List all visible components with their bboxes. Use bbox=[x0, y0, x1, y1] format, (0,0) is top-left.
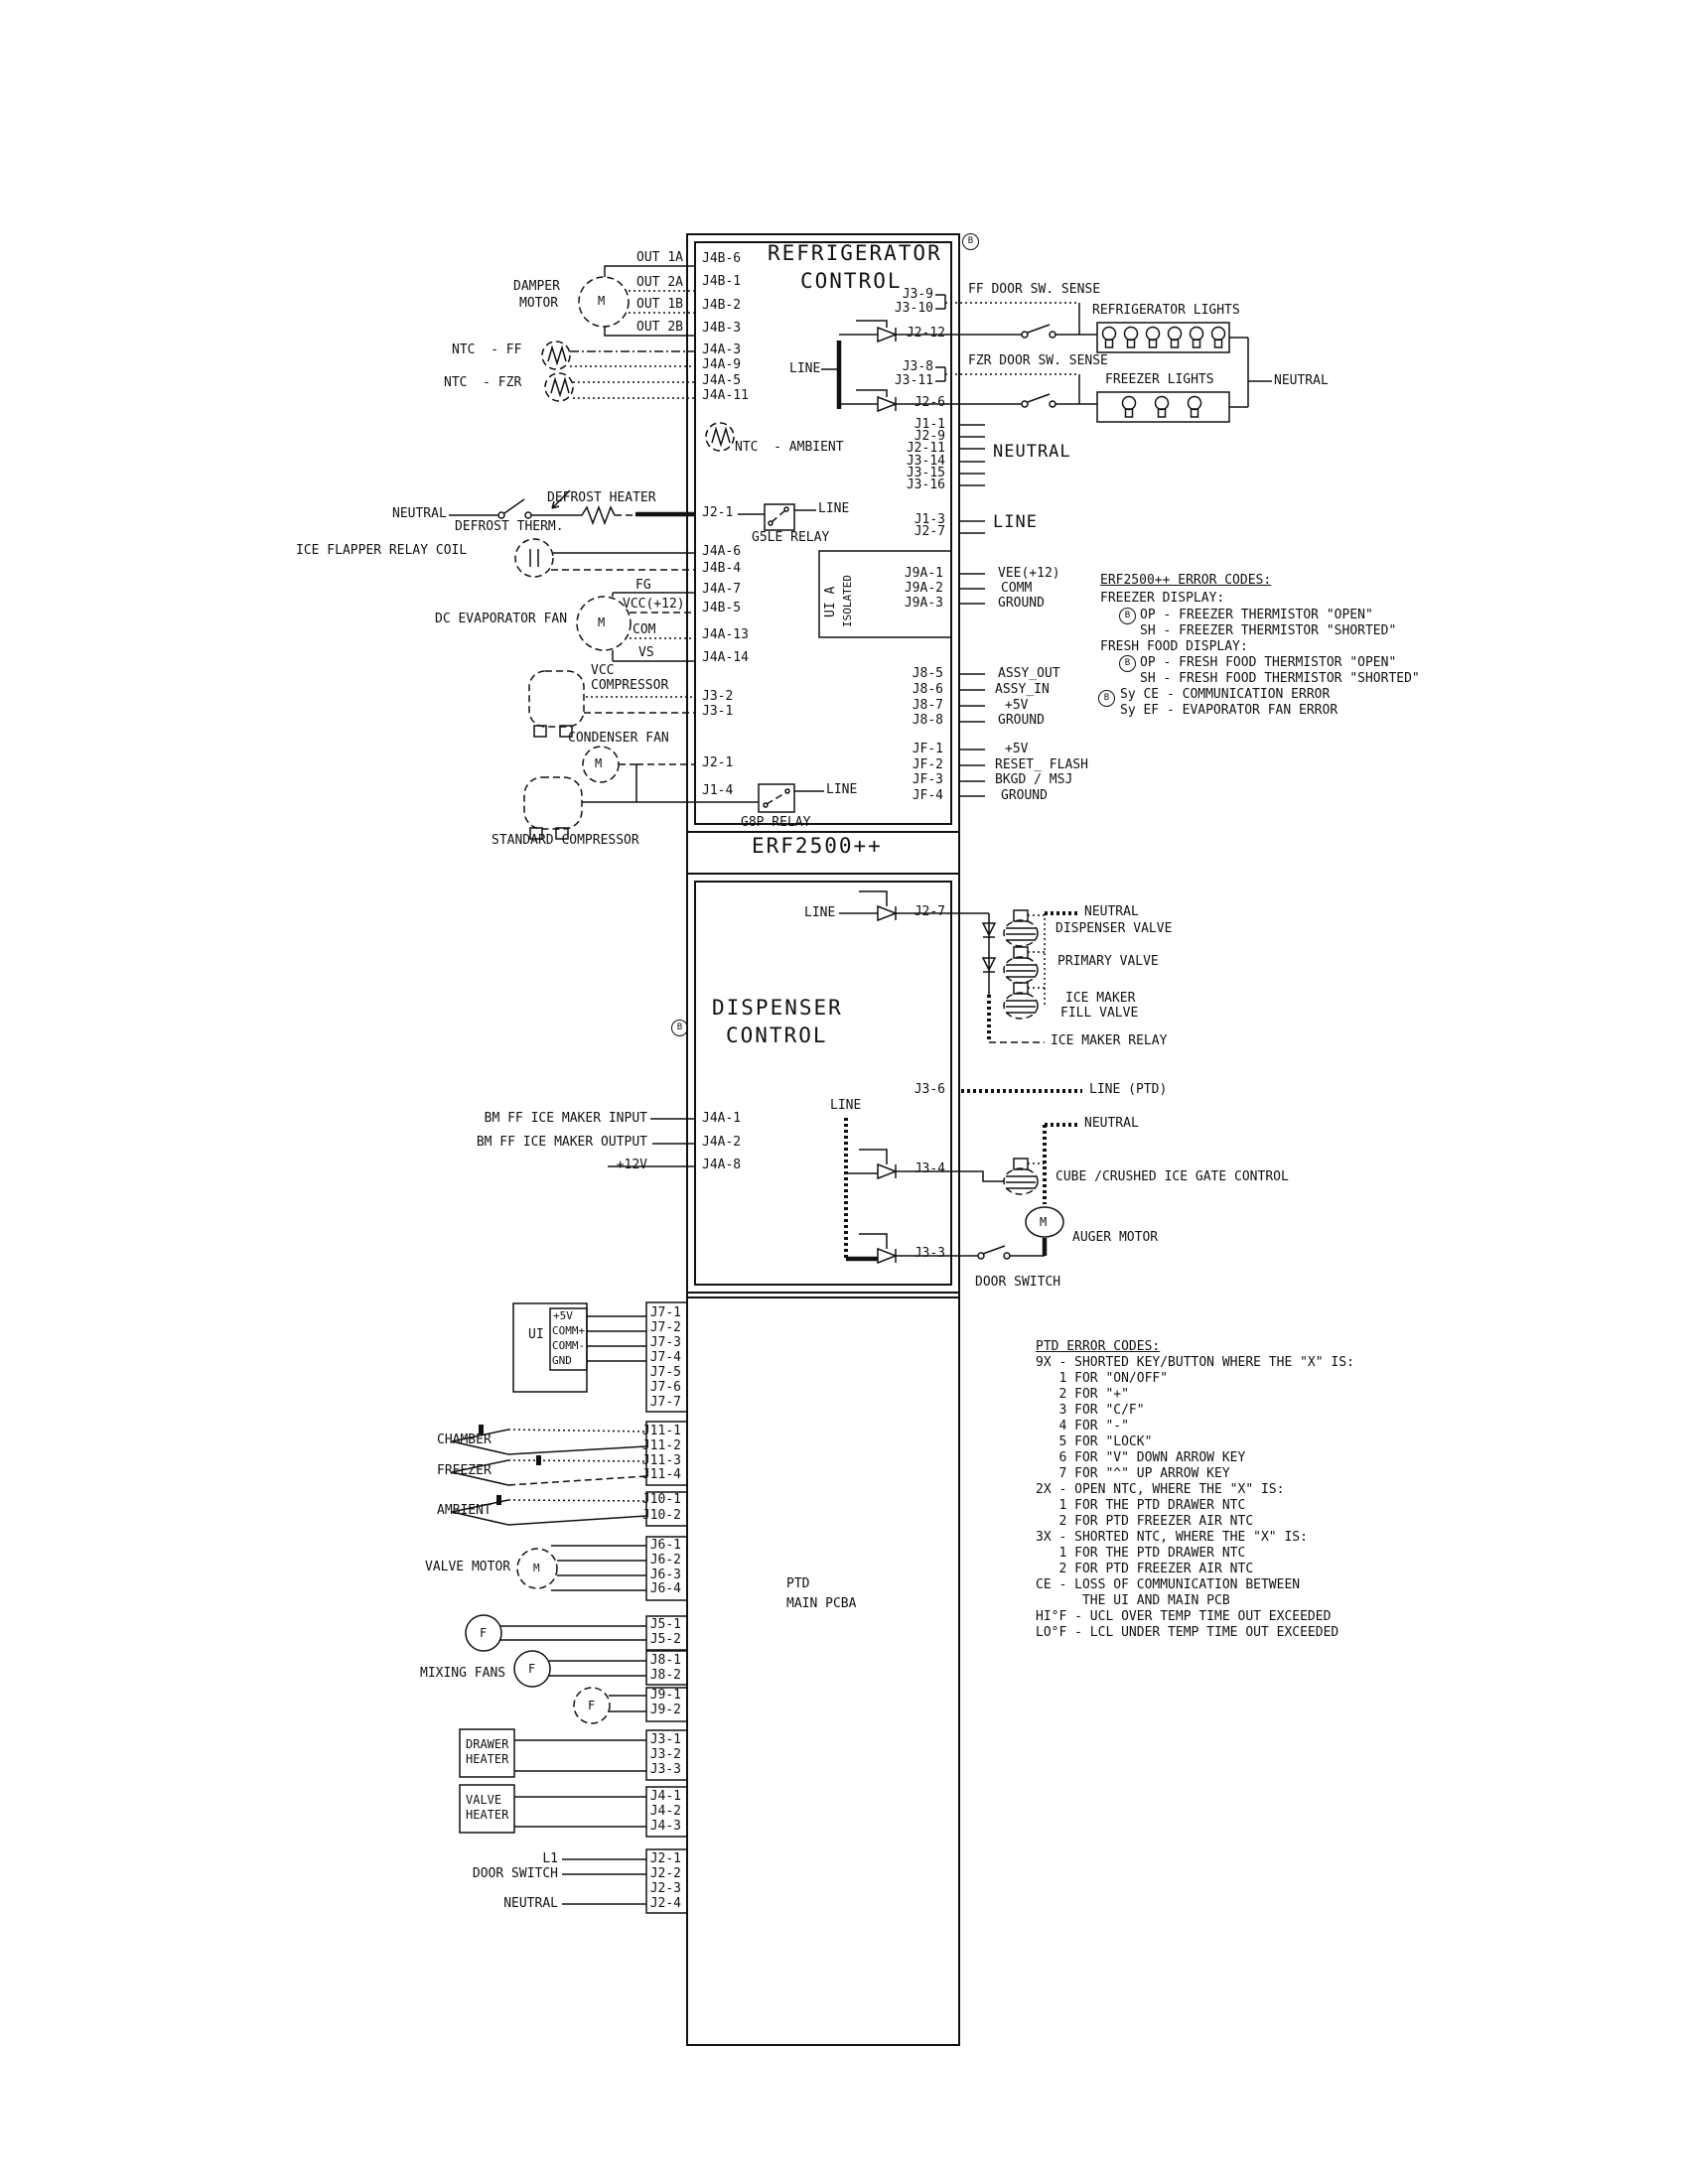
sig-label-vee: VEE(+12) bbox=[998, 566, 1060, 581]
sig-label: COMM- bbox=[552, 1339, 586, 1352]
dispenser-line-rail bbox=[846, 1118, 959, 1263]
vcc-compressor-label: COMPRESSOR bbox=[591, 678, 669, 693]
pin-label: J4A-8 bbox=[702, 1158, 742, 1172]
pin-label: J4B-2 bbox=[702, 298, 742, 313]
ntc-ff-label: NTC - FF bbox=[452, 342, 522, 357]
ptd-code-line: 2 FOR "+" bbox=[1036, 1387, 1129, 1402]
erf-code-line: Sy EF - EVAPORATOR FAN ERROR bbox=[1120, 703, 1338, 718]
auger-motor-label: AUGER MOTOR bbox=[1072, 1230, 1159, 1245]
ptd-code-line: 2 FOR PTD FREEZER AIR NTC bbox=[1036, 1514, 1254, 1529]
pin-label: J4A-3 bbox=[702, 342, 742, 357]
chamber-label: CHAMBER bbox=[437, 1433, 492, 1447]
wire-label-vcc12: VCC(+12) bbox=[623, 597, 685, 612]
ptd-code-line: 1 FOR THE PTD DRAWER NTC bbox=[1036, 1498, 1246, 1513]
pin-label: J1-3 bbox=[914, 512, 945, 527]
ptd-name-1: PTD bbox=[786, 1576, 810, 1591]
pin-label: J2-9 bbox=[914, 429, 945, 444]
ptd-code-line: LO°F - LCL UNDER TEMP TIME OUT EXCEEDED bbox=[1036, 1625, 1339, 1640]
g5le-relay-label: G5LE RELAY bbox=[752, 530, 830, 545]
freezer-lights-icon bbox=[1097, 392, 1248, 422]
pin-label: J2-1 bbox=[702, 505, 734, 520]
pin-label: J7-7 bbox=[649, 1395, 681, 1410]
ptd-code-line: THE UI AND MAIN PCB bbox=[1036, 1593, 1230, 1608]
fan-f: F bbox=[588, 1699, 596, 1712]
pin-label: JF-3 bbox=[912, 772, 943, 787]
erf-marker: B bbox=[1098, 690, 1115, 707]
pin-label: J2-6 bbox=[914, 395, 945, 410]
sig-label: ASSY_IN bbox=[995, 682, 1050, 697]
ptd-code-line: 2X - OPEN NTC, WHERE THE "X" IS: bbox=[1036, 1482, 1285, 1497]
refrigerator-light-switch bbox=[959, 325, 1097, 338]
dispenser-door-switch bbox=[959, 1246, 1045, 1259]
pin-label: J9-1 bbox=[649, 1688, 681, 1703]
pin-label: J2-12 bbox=[906, 326, 945, 341]
g8p-line-label: LINE bbox=[826, 782, 858, 797]
ice-maker-label-2: FILL VALVE bbox=[1060, 1006, 1139, 1021]
erf-codes-title: ERF2500++ ERROR CODES: bbox=[1100, 573, 1272, 588]
ptd-door-switch-label: DOOR SWITCH bbox=[472, 1866, 558, 1881]
ui-a-label: UI A bbox=[823, 586, 838, 617]
pin-label: J2-2 bbox=[649, 1866, 681, 1881]
damper-m: M bbox=[598, 294, 606, 308]
rc-marker: B bbox=[962, 233, 979, 250]
fzr-door-sense-wire bbox=[935, 367, 1079, 404]
plus12v-label: +12V bbox=[616, 1158, 647, 1172]
pin-label: J10-1 bbox=[641, 1492, 681, 1507]
pin-label: J3-2 bbox=[702, 689, 734, 704]
ptd-code-line: 5 FOR "LOCK" bbox=[1036, 1434, 1153, 1449]
pin-label: J11-3 bbox=[641, 1453, 681, 1468]
mixing-fans-label: MIXING FANS bbox=[420, 1666, 506, 1681]
pin-label: J1-4 bbox=[702, 783, 734, 798]
drawer-heater-label-1: DRAWER bbox=[466, 1737, 509, 1751]
ntc-fzr-label: NTC - FZR bbox=[444, 375, 522, 390]
valve-heater-label-1: VALVE bbox=[466, 1793, 502, 1807]
pin-label: J7-4 bbox=[649, 1350, 681, 1365]
freezer-label: FREEZER bbox=[437, 1463, 492, 1478]
pin-label: J1-1 bbox=[914, 417, 945, 432]
line-ptd-label: LINE (PTD) bbox=[1089, 1082, 1168, 1097]
g5le-line-label: LINE bbox=[818, 501, 850, 516]
pin-label: J4A-14 bbox=[702, 650, 749, 665]
line-bracket-label: LINE bbox=[789, 361, 821, 376]
lights-neutral-label: NEUTRAL bbox=[1274, 373, 1329, 388]
pin-label: J4B-3 bbox=[702, 321, 742, 336]
pin-label: JF-1 bbox=[912, 742, 943, 756]
pin-label: J4A-9 bbox=[702, 357, 742, 372]
pin-label: J7-1 bbox=[649, 1305, 681, 1320]
valves-neutral-label: NEUTRAL bbox=[1084, 904, 1139, 919]
pin-label: J3-9 bbox=[902, 287, 933, 302]
dc-title-1: DISPENSER bbox=[712, 996, 843, 1020]
dc-marker: B bbox=[671, 1020, 688, 1036]
pin-label: J4A-7 bbox=[702, 582, 742, 597]
pin-label: J4A-6 bbox=[702, 544, 742, 559]
ambient-label: AMBIENT bbox=[437, 1503, 492, 1518]
pin-label: J6-4 bbox=[649, 1581, 681, 1596]
g5le-relay-icon bbox=[738, 504, 816, 530]
sig-label: RESET_ FLASH bbox=[995, 757, 1088, 772]
ptd-code-line: 2 FOR PTD FREEZER AIR NTC bbox=[1036, 1562, 1254, 1576]
pin-label: J3-11 bbox=[894, 373, 933, 388]
freezer-lights-label: FREEZER LIGHTS bbox=[1105, 372, 1214, 387]
pin-label: J4-2 bbox=[649, 1804, 681, 1819]
ntc-ambient-icon bbox=[706, 423, 734, 451]
ptd-code-line: 1 FOR THE PTD DRAWER NTC bbox=[1036, 1546, 1246, 1561]
pin-label: J9A-2 bbox=[904, 581, 943, 596]
evap-fan-label: DC EVAPORATOR FAN bbox=[435, 612, 568, 626]
pin-label: J3-1 bbox=[649, 1732, 681, 1747]
sig-label: +5V bbox=[1005, 742, 1029, 756]
pin-label: J3-16 bbox=[906, 478, 945, 492]
pin-label: J2-11 bbox=[906, 441, 945, 456]
pin-label: J9A-1 bbox=[904, 566, 943, 581]
pin-label: J3-2 bbox=[649, 1747, 681, 1762]
pin-label: J4A-13 bbox=[702, 627, 749, 642]
pin-label: J4A-11 bbox=[702, 388, 749, 403]
damper-label-1: DAMPER bbox=[513, 279, 560, 294]
pin-label: J3-3 bbox=[914, 1246, 945, 1261]
icemaker-input-label: BM FF ICE MAKER INPUT bbox=[484, 1111, 647, 1126]
ptd-code-line: CE - LOSS OF COMMUNICATION BETWEEN bbox=[1036, 1577, 1301, 1592]
refrigerator-lights-icon bbox=[1097, 323, 1272, 407]
sig-label: BKGD / MSJ bbox=[995, 772, 1073, 787]
pin-label: J5-2 bbox=[649, 1632, 681, 1647]
sig-label: GND bbox=[552, 1354, 572, 1367]
wire-label-out2b: OUT 2B bbox=[636, 320, 683, 335]
pin-label: J9A-3 bbox=[904, 596, 943, 611]
gate-neutral-label: NEUTRAL bbox=[1084, 1116, 1139, 1131]
condenser-fan-icon bbox=[583, 747, 695, 802]
ptd-code-line: 1 FOR "ON/OFF" bbox=[1036, 1371, 1169, 1386]
ff-door-sense-wire bbox=[935, 295, 1079, 335]
primary-valve-label: PRIMARY VALVE bbox=[1057, 954, 1159, 969]
erf-code-line: SH - FRESH FOOD THERMISTOR "SHORTED" bbox=[1140, 671, 1420, 686]
g8p-relay-icon bbox=[759, 784, 824, 812]
ice-maker-relay-label: ICE MAKER RELAY bbox=[1051, 1033, 1168, 1048]
ptd-code-line: 7 FOR "^" UP ARROW KEY bbox=[1036, 1466, 1230, 1481]
ice-maker-label-1: ICE MAKER bbox=[1065, 991, 1136, 1006]
erf-code-line: OP - FREEZER THERMISTOR "OPEN" bbox=[1140, 608, 1373, 622]
ntc-ff-icon bbox=[542, 341, 695, 369]
wire-label-out1a: OUT 1A bbox=[636, 250, 683, 265]
board-name-erf2500: ERF2500++ bbox=[752, 834, 883, 858]
pin-label: J5-1 bbox=[649, 1617, 681, 1632]
ptd-code-line: 6 FOR "V" DOWN ARROW KEY bbox=[1036, 1450, 1246, 1465]
erf-code-line: FREEZER DISPLAY: bbox=[1100, 591, 1225, 606]
pin-label: J4A-2 bbox=[702, 1135, 742, 1150]
erf-code-line: SH - FREEZER THERMISTOR "SHORTED" bbox=[1140, 623, 1397, 638]
ntc-fzr-icon bbox=[545, 373, 695, 401]
valve-motor-m: M bbox=[533, 1562, 540, 1574]
pin-label: J4B-4 bbox=[702, 561, 742, 576]
erf-code-line: Sy CE - COMMUNICATION ERROR bbox=[1120, 687, 1331, 702]
vcc-label: VCC bbox=[591, 663, 615, 678]
erf-code-line: OP - FRESH FOOD THERMISTOR "OPEN" bbox=[1140, 655, 1397, 670]
dispenser-valve-label: DISPENSER VALVE bbox=[1055, 921, 1173, 936]
sig-label: GROUND bbox=[1001, 788, 1048, 803]
pin-label: J11-4 bbox=[641, 1467, 681, 1482]
wire-label-fg: FG bbox=[635, 578, 651, 593]
ntc-ambient-label: NTC - AMBIENT bbox=[735, 440, 844, 455]
pin-label: J4-1 bbox=[649, 1789, 681, 1804]
neutral-group-label: NEUTRAL bbox=[993, 442, 1071, 462]
ui-a-isolated-label: ISOLATED bbox=[841, 575, 854, 627]
pin-label: J3-4 bbox=[914, 1161, 945, 1176]
ptd-j2-wires bbox=[562, 1859, 646, 1904]
pin-label: J8-2 bbox=[649, 1668, 681, 1683]
pin-label: J2-7 bbox=[914, 524, 945, 539]
rc-title-2: CONTROL bbox=[800, 269, 903, 293]
pin-label: J9-2 bbox=[649, 1703, 681, 1717]
damper-label-2: MOTOR bbox=[519, 296, 559, 311]
valve-heater-label-2: HEATER bbox=[466, 1808, 509, 1822]
erf-marker: B bbox=[1119, 655, 1136, 672]
pin-label: J3-15 bbox=[906, 466, 945, 480]
g8p-relay-label: G8P RELAY bbox=[741, 815, 811, 830]
line-group-label: LINE bbox=[993, 512, 1038, 532]
pin-label: J3-3 bbox=[649, 1762, 681, 1777]
evap-fan-m: M bbox=[598, 615, 606, 629]
ice-flapper-label: ICE FLAPPER RELAY COIL bbox=[296, 543, 468, 558]
pin-label: J6-3 bbox=[649, 1568, 681, 1582]
pin-label: J10-2 bbox=[641, 1508, 681, 1523]
sig-label: +5V bbox=[1005, 698, 1029, 713]
pin-label: J6-1 bbox=[649, 1538, 681, 1553]
wire-label-com: COM bbox=[633, 622, 656, 637]
pin-label: J4B-1 bbox=[702, 274, 742, 289]
dc-title-2: CONTROL bbox=[726, 1024, 828, 1047]
valve-motor-label: VALVE MOTOR bbox=[425, 1560, 511, 1574]
pin-label: J7-2 bbox=[649, 1320, 681, 1335]
erf-marker: B bbox=[1119, 608, 1136, 624]
freezer-light-switch bbox=[959, 394, 1097, 407]
ice-gate-valve-icon bbox=[959, 1125, 1080, 1204]
pin-label: J8-6 bbox=[912, 682, 943, 697]
pin-label: J4B-6 bbox=[702, 251, 742, 266]
pin-label: J4-3 bbox=[649, 1819, 681, 1834]
ptd-code-line: 9X - SHORTED KEY/BUTTON WHERE THE "X" IS: bbox=[1036, 1355, 1354, 1370]
ice-gate-label: CUBE /CRUSHED ICE GATE CONTROL bbox=[1055, 1169, 1289, 1184]
ptd-codes-title: PTD ERROR CODES: bbox=[1036, 1339, 1161, 1354]
pin-label: J3-6 bbox=[914, 1082, 945, 1097]
ice-flapper-coil-icon bbox=[515, 539, 695, 577]
pin-label: J2-3 bbox=[649, 1881, 681, 1896]
auger-m: M bbox=[1040, 1215, 1048, 1229]
defrost-neutral-label: NEUTRAL bbox=[392, 506, 447, 521]
sig-label: COMM+ bbox=[552, 1324, 586, 1337]
pin-label: J3-10 bbox=[894, 301, 933, 316]
sig-label: ASSY_OUT bbox=[998, 666, 1060, 681]
wire-label-out1b: OUT 1B bbox=[636, 297, 683, 312]
ptd-ui-label: UI bbox=[528, 1327, 544, 1342]
dc-line-top-label: LINE bbox=[804, 905, 836, 920]
pin-label: J4A-5 bbox=[702, 373, 742, 388]
pin-label: J3-1 bbox=[702, 704, 734, 719]
door-switch-label: DOOR SWITCH bbox=[975, 1275, 1061, 1290]
fan-f: F bbox=[528, 1662, 536, 1676]
ptd-neutral-label: NEUTRAL bbox=[503, 1896, 558, 1911]
rc-title-1: REFRIGERATOR bbox=[768, 241, 942, 265]
l1-label: L1 bbox=[542, 1851, 558, 1866]
pin-label: J8-7 bbox=[912, 698, 943, 713]
fzr-door-sense-label: FZR DOOR SW. SENSE bbox=[968, 353, 1108, 368]
wire-label-out2a: OUT 2A bbox=[636, 275, 683, 290]
pin-label: J7-6 bbox=[649, 1380, 681, 1395]
wire-label-vs: VS bbox=[638, 645, 654, 660]
condenser-fan-m: M bbox=[595, 756, 603, 770]
condenser-fan-label: CONDENSER FAN bbox=[568, 731, 669, 746]
pin-label: J6-2 bbox=[649, 1553, 681, 1568]
pin-label: J7-5 bbox=[649, 1365, 681, 1380]
refrigerator-lights-label: REFRIGERATOR LIGHTS bbox=[1092, 303, 1240, 318]
ptd-code-line: 3X - SHORTED NTC, WHERE THE "X" IS: bbox=[1036, 1530, 1308, 1545]
pin-label: J2-7 bbox=[914, 904, 945, 919]
pin-label: JF-2 bbox=[912, 757, 943, 772]
pin-label: J11-2 bbox=[641, 1438, 681, 1453]
defrost-therm-label: DEFROST THERM. bbox=[455, 519, 564, 534]
ptd-code-line: 3 FOR "C/F" bbox=[1036, 1403, 1145, 1418]
pin-label: JF-4 bbox=[912, 788, 943, 803]
standard-compressor-label: STANDARD COMPRESSOR bbox=[492, 833, 639, 848]
pin-label: J4B-5 bbox=[702, 601, 742, 615]
pin-label: J7-3 bbox=[649, 1335, 681, 1350]
pin-label: J11-1 bbox=[641, 1424, 681, 1438]
ff-door-sense-label: FF DOOR SW. SENSE bbox=[968, 282, 1101, 297]
pin-label: J2-1 bbox=[702, 755, 734, 770]
pin-label: J8-8 bbox=[912, 713, 943, 728]
erf-code-line: FRESH FOOD DISPLAY: bbox=[1100, 639, 1248, 654]
pin-label: J8-1 bbox=[649, 1653, 681, 1668]
ptd-code-line: HI°F - UCL OVER TEMP TIME OUT EXCEEDED bbox=[1036, 1609, 1332, 1624]
pin-label: J2-1 bbox=[649, 1851, 681, 1866]
pin-label: J2-4 bbox=[649, 1896, 681, 1911]
neutral-line-stubs bbox=[959, 425, 985, 533]
sig-label-ground: GROUND bbox=[998, 596, 1045, 611]
sig-label: +5V bbox=[553, 1309, 573, 1322]
icemaker-output-label: BM FF ICE MAKER OUTPUT bbox=[476, 1135, 647, 1150]
pin-label: J4A-1 bbox=[702, 1111, 742, 1126]
pin-label: J3-14 bbox=[906, 454, 945, 469]
ptd-code-line: 4 FOR "-" bbox=[1036, 1419, 1129, 1433]
sig-label: GROUND bbox=[998, 713, 1045, 728]
ptd-name-2: MAIN PCBA bbox=[786, 1596, 857, 1611]
pin-label: J8-5 bbox=[912, 666, 943, 681]
sig-label-comm: COMM bbox=[1001, 581, 1033, 596]
fan-f: F bbox=[480, 1626, 488, 1640]
drawer-heater-label-2: HEATER bbox=[466, 1752, 509, 1766]
defrost-heater-label: DEFROST HEATER bbox=[547, 490, 656, 505]
dc-line-mid-label: LINE bbox=[830, 1098, 862, 1113]
pin-label: J3-8 bbox=[902, 359, 933, 374]
